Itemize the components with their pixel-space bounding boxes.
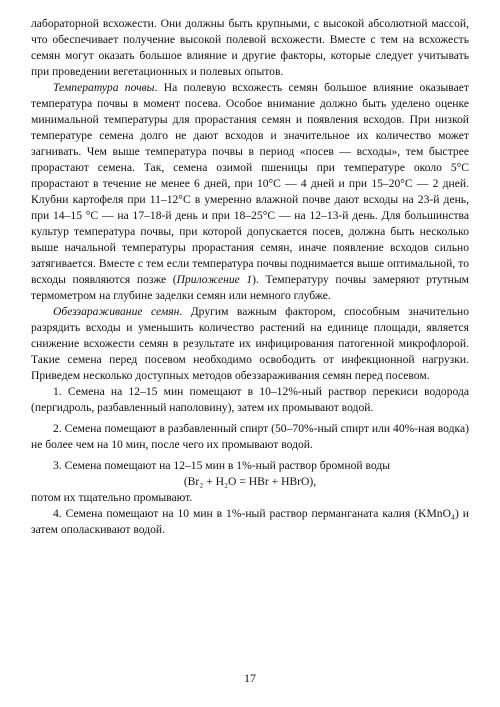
page-number: 17 <box>244 671 256 685</box>
soil-temperature-text-b: ). Температуру почвы замеряют ртутным термометром на глубине заделки семян или немного глубже. <box>31 273 469 302</box>
list-item-3-continuation: потом их тщательно промывают. <box>31 491 193 504</box>
heading-seed-disinfection: Обеззараживание семян <box>53 305 180 318</box>
list-item-3: 3. Семена помещают на 12–15 мин в 1%-ный раствор бромной воды <box>53 459 391 472</box>
appendix-reference: Приложение 1 <box>176 273 253 286</box>
heading-soil-temperature: Температура почвы <box>53 81 155 94</box>
list-item-1: 1. Семена на 12–15 мин помещают в 10–12%-ный раствор перекиси водорода (пергидроль, разбавленный наполовину), затем их промывают водой. <box>31 385 469 414</box>
paragraph-intro: лабораторной всхожести. Они должны быть крупными, с высокой абсолютной массой, что обеспечивает получение высокой полевой всхожести. Вместе с тем на всхожесть семян могут оказать большое влияние и другие факторы, которые следует учитывать при проведении вегетационных и полевых опытов. <box>31 17 469 78</box>
paragraph-seed-disinfection <box>31 304 469 384</box>
list-item-4: 4. Семена помещают на 10 мин в 1%-ный раствор перманганата калия (KMnO₄) и затем ополаскивают водой. <box>31 507 469 536</box>
paragraph-soil-temperature <box>31 80 469 304</box>
chemical-formula: (Br₂ + H₂O = HBr + HBrO), <box>183 475 317 488</box>
list-item-2: 2. Семена помещают в разбавленный спирт (50–70%-ный спирт или 40%-ная водка) не более чем на 10 мин, после чего их промывают водой. <box>31 422 469 451</box>
seed-disinfection-text: . Другим важным фактором, способным значительно разрядить всходы и уменьшить количество растений на единице площади, является снижение всхожести семян в результате их инфицирования патогенной микрофлорой. Такие семена перед посевом необходимо освободить от инфекционной нагрузки. Приведем несколько доступных методов обеззараживания семян перед посевом. <box>31 305 470 382</box>
soil-temperature-text-a: . На полевую всхожесть семян большое влияние оказывает температура почвы в момент посева. Особое внимание должно быть уделено оценке минимальной температуры для прорастания семян и появления всходов. При низкой температуре семена долго не дают всходов и значительное их количество может загнивать. Чем выше температура почвы в период «посев — всходы», тем быстрее прорастают семена. Так, семена озимой пшеницы при температуре около 5°С прорастают в течение не менее 6 дней, при 10°С — 4 дней и при 15–20°С — 2 дней. Клубни картофеля при 11–12°С в умеренно влажной почве дают всходы на 23-й день, при 14–15 °С — на 17–18-й день и при 18–25°С — на 12–13-й день. Для большинства культур температура почвы, при которой допускается посев, должна быть несколько выше начальной температуры прорастания семян, иначе появление всходов сильно затягивается. Вместе с тем если температура почвы поднимается выше оптимальной, то всходы появляются позже ( <box>31 81 469 286</box>
page-body <box>31 16 469 538</box>
